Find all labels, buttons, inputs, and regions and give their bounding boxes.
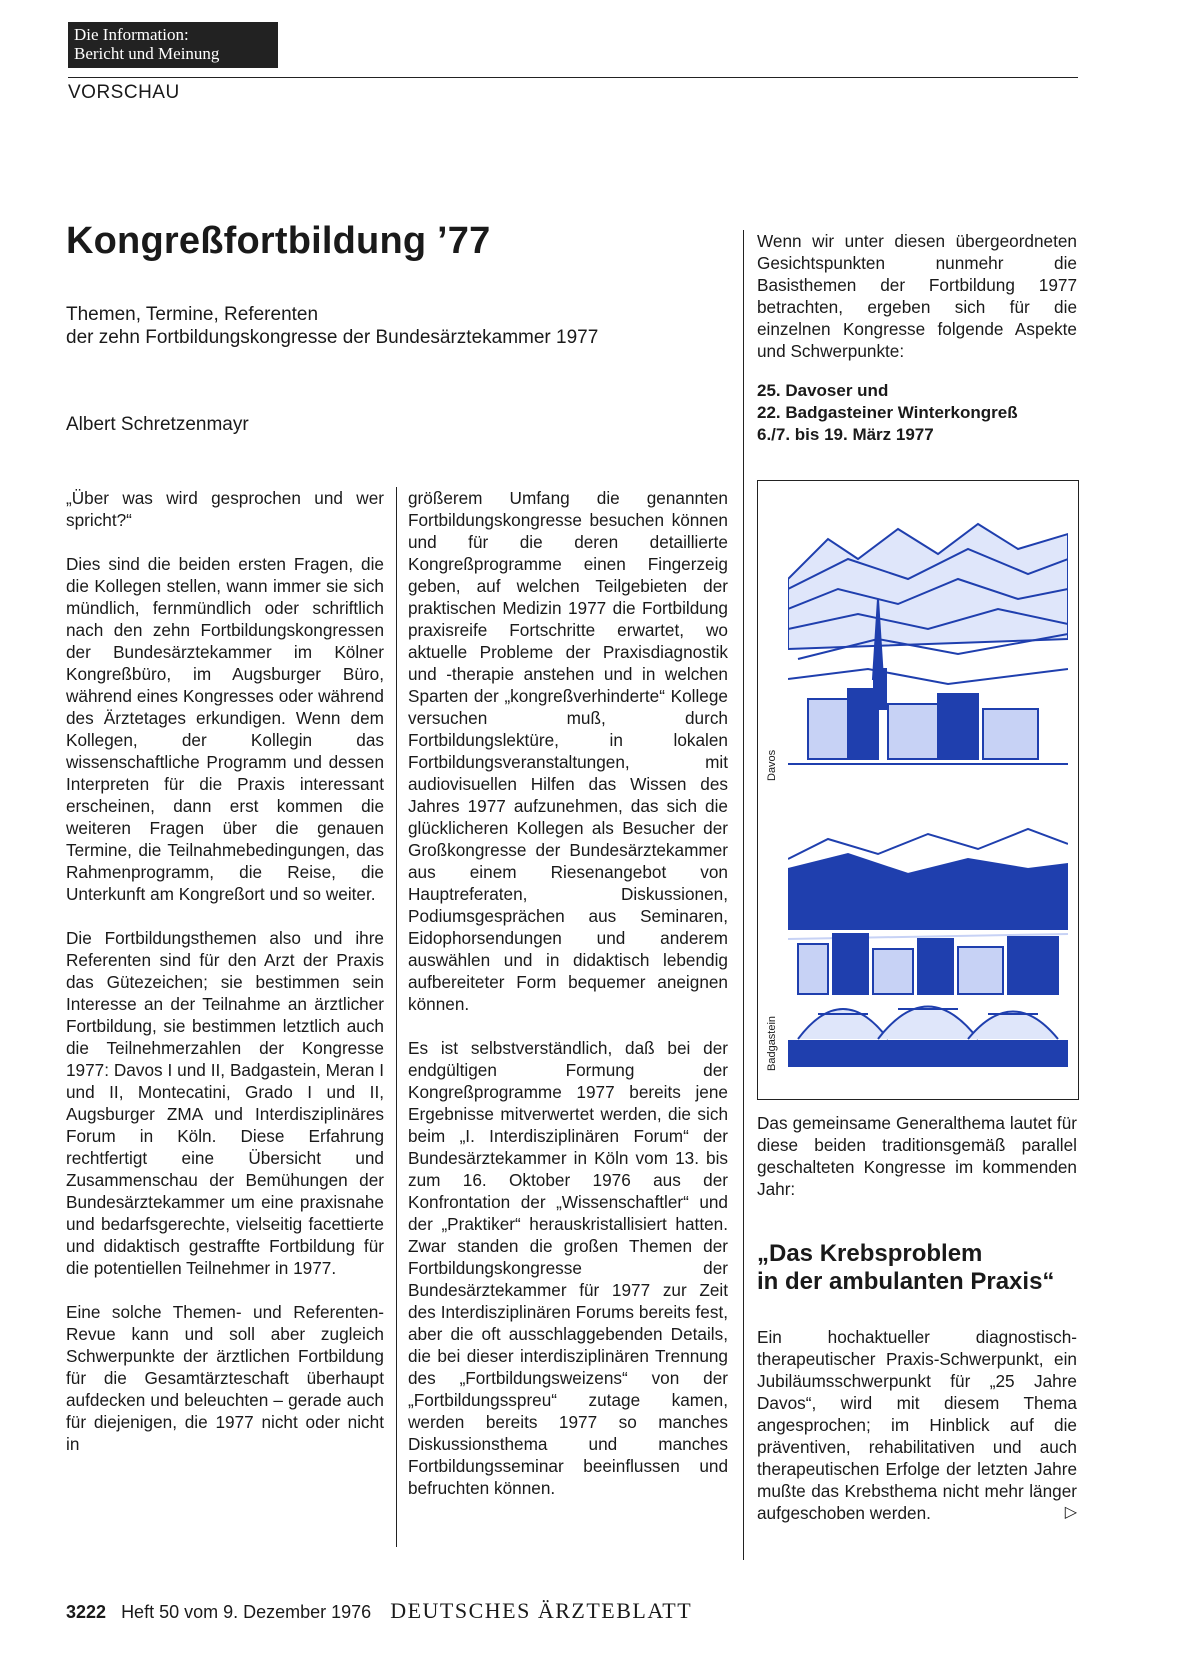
theme-heading-line1: „Das Krebsproblem [757,1240,983,1267]
davos-illustration [788,519,1068,779]
publication-label-box [68,22,278,68]
journal-name: DEUTSCHES ÄRZTEBLATT [390,1598,693,1623]
page-footer [66,1598,692,1624]
publication-label-line1: Die Information: [74,25,189,44]
badgastein-illustration [788,809,1068,1074]
event-line2: 22. Badgasteiner Winterkongreß [757,403,1018,422]
event-line1: 25. Davoser und [757,381,889,400]
theme-heading-line2: in der ambulanten Praxis“ [757,1268,1055,1295]
page-number: 3222 [66,1602,107,1622]
issue-info: Heft 50 vom 9. Dezember 1976 [121,1602,372,1622]
column-3-body-text: Ein hochaktueller diagnostisch-therapeutischer Praxis-Schwerpunkt, ein Jubiläumsschwerpunkt für „25 Jahre Davos“, wird mit diesem Thema angesprochen; im Hinblick auf die präventiven, rehabilitativen und auch therapeutischen Erfolge der letzten Jahre mußte das Krebsthema nicht mehr länger aufgeschoben werden. [757,1327,1077,1523]
col1-paragraph-3: Die Fortbildungsthemen also und ihre Referenten sind für den Arzt der Praxis das Gütezeichen; sie bestimmen sein Interesse an der Teilnahme an ärztlicher Fortbildung, sie bestimmen letztlich auch die Teilnehmerzahlen der Kongresse 1977: Davos I und II, Badgastein, Meran I und II, Montecatini, Grado I und II, Augsburger ZMA und Interdisziplinäres Forum in Köln. Diese Erfahrung rechtfertigt eine Übersicht und Zusammenschau der Bemühungen der Bundesärztekammer um eine praxisnahe und bedarfsgerechte, vielseitig facettierte und didaktisch gestraffte Fortbildung für die potentiellen Teilnehmer in 1977. [66,928,384,1278]
column-divider-1 [396,487,397,1547]
header-rule [68,77,1078,78]
article-author: Albert Schretzenmayr [66,414,249,435]
column-3-intro: Wenn wir unter diesen übergeordneten Gesichtspunkten nunmehr die Basisthemen der Fortbildung 1977 betrachten, ergeben sich für die einzelnen Kongresse folgende Aspekte und Schwerpunkte: [757,231,1077,361]
column-2 [408,487,728,1521]
illustration-frame [757,480,1079,1100]
column-1 [66,487,384,1477]
publication-label-line2: Bericht und Meinung [74,44,220,63]
subtitle-line2: der zehn Fortbildungskongresse der Bundesärztekammer 1977 [66,327,599,348]
general-theme-text: Das gemeinsame Generalthema lautet für diese beiden traditionsgemäß parallel geschalteten Kongresse im kommenden Jahr: [757,1113,1077,1199]
column-divider-2 [743,230,744,1560]
article-subtitle [66,303,706,349]
section-label: VORSCHAU [68,82,180,103]
article-title: Kongreßfortbildung ’77 [66,220,491,262]
event-heading [757,380,1077,446]
col1-paragraph-1: „Über was wird gesprochen und wer spricht?“ [66,488,384,530]
theme-heading [757,1240,1077,1296]
col1-paragraph-4: Eine solche Themen- und Referenten-Revue kann und soll aber zugleich Schwerpunkte der ärztlichen Fortbildung für die Gesamtärzteschaft überhaupt aufdecken und beleuchten – gerade auch für diejenigen, die 1977 nicht oder nicht in [66,1302,384,1454]
event-line3: 6./7. bis 19. März 1977 [757,425,934,444]
col1-paragraph-2: Dies sind die beiden ersten Fragen, die die Kollegen stellen, wann immer sie sich mündlich, fernmündlich oder schriftlich nach den zehn Fortbildungskongressen der Bundesärztekammer im Kölner Kongreßbüro, im Augsburger Büro, während eines Kongresses oder während des Ärztetages erkundigen. Wenn dem Kollegen, der Kollegin das wissenschaftliche Programm und dessen Interpreten für die Praxis interessant erscheinen, dann erst kommen die weiteren Fragen über die genauen Termine, die Teilnahmebedingungen, das Rahmenprogramm, die Reise, die Unterkunft am Kongreßort und so weiter. [66,554,384,904]
col2-paragraph-1: größerem Umfang die genannten Fortbildungskongresse besuchen können und für die deren detaillierte Kongreßprogramme einen Fingerzeig geben, auf welchen Teilgebieten der praktischen Medizin 1977 die Fortbildung praxisreife Fortschritte erwartet, wo aktuelle Probleme der Praxisdiagnostik und -therapie anstehen und in welchen Sparten der „kongreßverhinderte“ Kollege versuchen muß, durch Fortbildungslektüre, in lokalen Fortbildungsveranstaltungen, mit audiovisuellen Hilfen das Wissen des Jahres 1977 aufzunehmen, das sich die glücklicheren Kollegen als Besucher der Großkongresse der Bundesärztekammer aus einem Riesenangebot von Hauptreferaten, Diskussionen, Podiumsgesprächen aus Seminaren, Eidophorsendungen und anderem auswählen und in didaktisch lebendig aufbereiteter Form bequemer aneignen können. [408,488,728,1014]
continue-arrow-icon: ▷ [1064,1504,1077,1521]
subtitle-line1: Themen, Termine, Referenten [66,304,319,325]
col2-paragraph-2: Es ist selbstverständlich, daß bei der endgültigen Formung der Kongreßprogramme 1977 bereits jene Ergebnisse mitverwertet werden, die sich beim „I. Interdisziplinären Forum“ der Bundesärztekammer in Köln vom 13. bis zum 16. Oktober 1976 aus der Konfrontation der „Wissenschaftler“ und der „Praktiker“ herauskristallisiert hatten. Zwar standen die großen Themen der Fortbildungskongresse der Bundesärztekammer für 1977 zur Zeit des Interdisziplinären Forums bereits fest, aber die oft ausschlaggebenden Details, die bei dieser interdisziplinären Trennung des „Fortbildungsweizens“ von der „Fortbildungsspreu“ zutage kamen, werden bereits 1977 so manches Diskussionsthema und manches Fortbildungsseminar beeinflussen und befruchten können. [408,1038,728,1498]
caption-badgastein: Badgastein [766,1015,778,1071]
column-3-body [757,1326,1077,1524]
caption-davos: Davos [766,749,778,781]
